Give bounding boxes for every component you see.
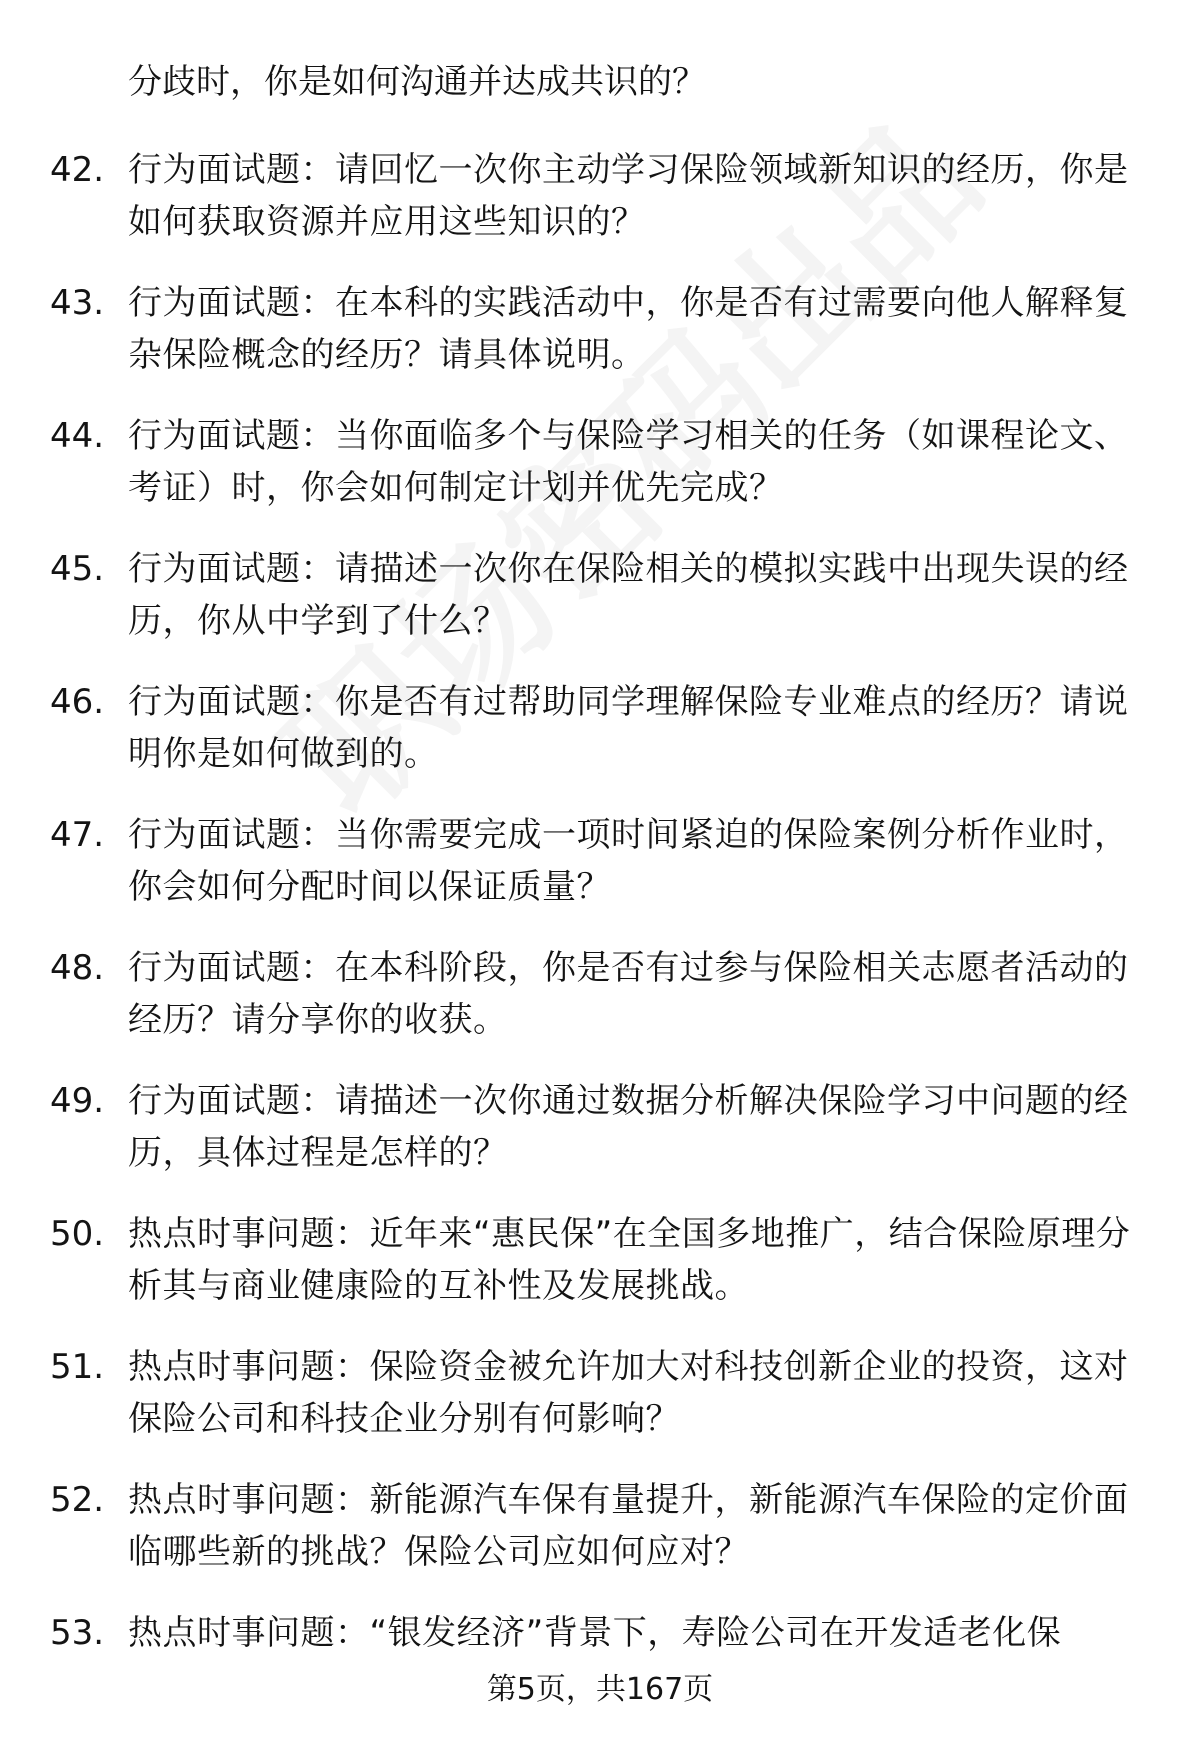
question-item [0, 1337, 1200, 1470]
question-item [0, 1071, 1200, 1204]
question-item [0, 1470, 1200, 1603]
question-text: 热点时事问题：“银发经济”背景下，寿险公司在开发适老化保 [128, 1613, 1062, 1653]
question-item [0, 672, 1200, 805]
question-text: 热点时事问题：新能源汽车保有量提升，新能源汽车保险的定价面临哪些新的挑战？保险公司应如何应对？ [128, 1480, 1129, 1572]
question-text: 行为面试题：请描述一次你在保险相关的模拟实践中出现失误的经历，你从中学到了什么？ [128, 549, 1129, 641]
question-text: 行为面试题：当你面临多个与保险学习相关的任务（如课程论文、考证）时，你会如何制定计划并优先完成？ [128, 416, 1129, 508]
question-item [0, 140, 1200, 273]
question-text: 热点时事问题：近年来“惠民保”在全国多地推广，结合保险原理分析其与商业健康险的互补性及发展挑战。 [128, 1214, 1131, 1306]
question-number: 50. [50, 1214, 105, 1254]
question-item [0, 273, 1200, 406]
question-number: 52. [50, 1480, 105, 1520]
question-number: 46. [50, 682, 105, 722]
question-item [0, 805, 1200, 938]
question-number: 53. [50, 1613, 105, 1653]
question-number: 49. [50, 1081, 105, 1121]
question-item [0, 1204, 1200, 1337]
question-number: 48. [50, 948, 105, 988]
question-number: 43. [50, 283, 105, 323]
question-number: 42. [50, 150, 105, 190]
question-text: 行为面试题：当你需要完成一项时间紧迫的保险案例分析作业时，你会如何分配时间以保证质量？ [128, 815, 1129, 907]
question-text: 行为面试题：在本科的实践活动中，你是否有过需要向他人解释复杂保险概念的经历？请具体说明。 [128, 283, 1129, 375]
question-number: 45. [50, 549, 105, 589]
question-list [0, 140, 1200, 1736]
question-text: 行为面试题：你是否有过帮助同学理解保险专业难点的经历？请说明你是如何做到的。 [128, 682, 1129, 774]
question-text: 行为面试题：请描述一次你通过数据分析解决保险学习中问题的经历，具体过程是怎样的？ [128, 1081, 1129, 1173]
page-number-footer: 第5页，共167页 [486, 1672, 714, 1707]
question-item [0, 938, 1200, 1071]
question-item [0, 406, 1200, 539]
continued-question-text: 分歧时，你是如何沟通并达成共识的？ [128, 62, 706, 102]
question-text: 热点时事问题：保险资金被允许加大对科技创新企业的投资，这对保险公司和科技企业分别有何影响？ [128, 1347, 1129, 1439]
question-number: 51. [50, 1347, 105, 1387]
question-number: 44. [50, 416, 105, 456]
question-number: 47. [50, 815, 105, 855]
question-text: 行为面试题：请回忆一次你主动学习保险领域新知识的经历，你是如何获取资源并应用这些知识的？ [128, 150, 1129, 242]
question-item [0, 539, 1200, 672]
question-text: 行为面试题：在本科阶段，你是否有过参与保险相关志愿者活动的经历？请分享你的收获。 [128, 948, 1129, 1040]
